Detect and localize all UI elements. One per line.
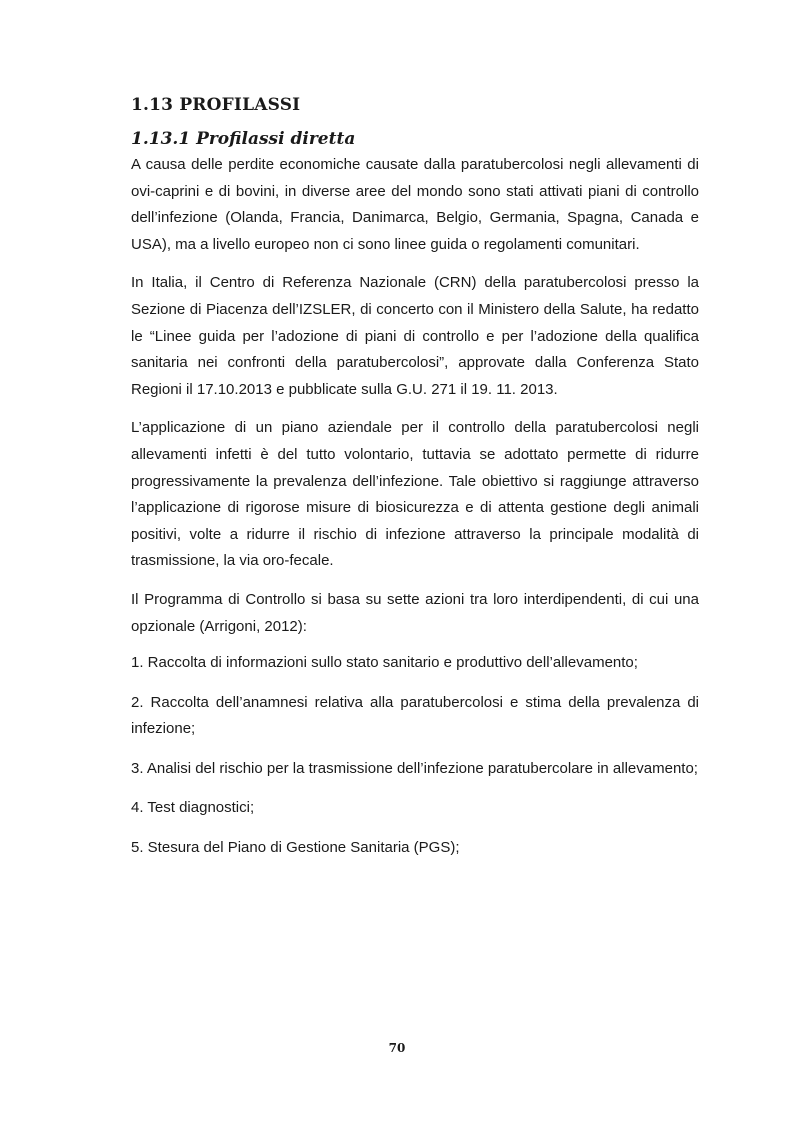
list-item-1: 1. Raccolta di informazioni sullo stato sanitario e produttivo dell’allevamento;	[131, 654, 638, 672]
list-item-5: 5. Stesura del Piano di Gestione Sanitaria (PGS);	[131, 839, 460, 857]
list-item-2: 2. Raccolta dell’anamnesi relativa alla paratubercolosi e stima della prevalenza di infezione;	[131, 693, 699, 738]
list-item-4: 4. Test diagnostici;	[131, 799, 255, 817]
page-number: 70	[388, 1041, 406, 1055]
page-content	[131, 92, 699, 875]
paragraph-4: Il Programma di Controllo si basa su sette azioni tra loro interdipendenti, di cui una opzionale (Arrigoni, 2012):	[131, 590, 699, 635]
paragraph-2: In Italia, il Centro di Referenza Nazionale (CRN) della paratubercolosi presso la Sezione di Piacenza dell’IZSLER, di concerto con il Ministero della Salute, ha redatto le “Linee guida per l’adozione di piani di controllo e per l’adozione della qualifica sanitaria nei confronti della paratubercolosi”, approvate dalla Conferenza Stato Regioni il 17.10.2013 e pubblicate sulla G.U. 271 il 19. 11. 2013.	[131, 274, 699, 398]
paragraph-1: A causa delle perdite economiche causate dalla paratubercolosi negli allevamenti di ovi-caprini e di bovini, in diverse aree del mondo sono stati attivati piani di controllo dell’infezione (Olanda, Francia, Danimarca, Belgio, Germania, Spagna, Canada e USA), ma a livello europeo non ci sono linee guida o regolamenti comunitari.	[131, 156, 699, 253]
section-title: 1.13 PROFILASSI	[131, 95, 301, 115]
paragraph-3: L’applicazione di un piano aziendale per il controllo della paratubercolosi negli allevamenti infetti è del tutto volontario, tuttavia se adottato permette di ridurre progressivamente la prevalenza dell’infezione. Tale obiettivo si raggiunge attraverso l’applicazione di rigorose misure di biosicurezza e di attenta gestione degli animali positivi, volte a ridurre il rischio di infezione attraverso la principale modalità di trasmissione, la via oro-fecale.	[131, 419, 699, 570]
subsection-title: 1.13.1 Profilassi diretta	[131, 129, 356, 149]
list-item-3: 3. Analisi del rischio per la trasmissione dell’infezione paratubercolare in allevamento;	[131, 759, 698, 777]
